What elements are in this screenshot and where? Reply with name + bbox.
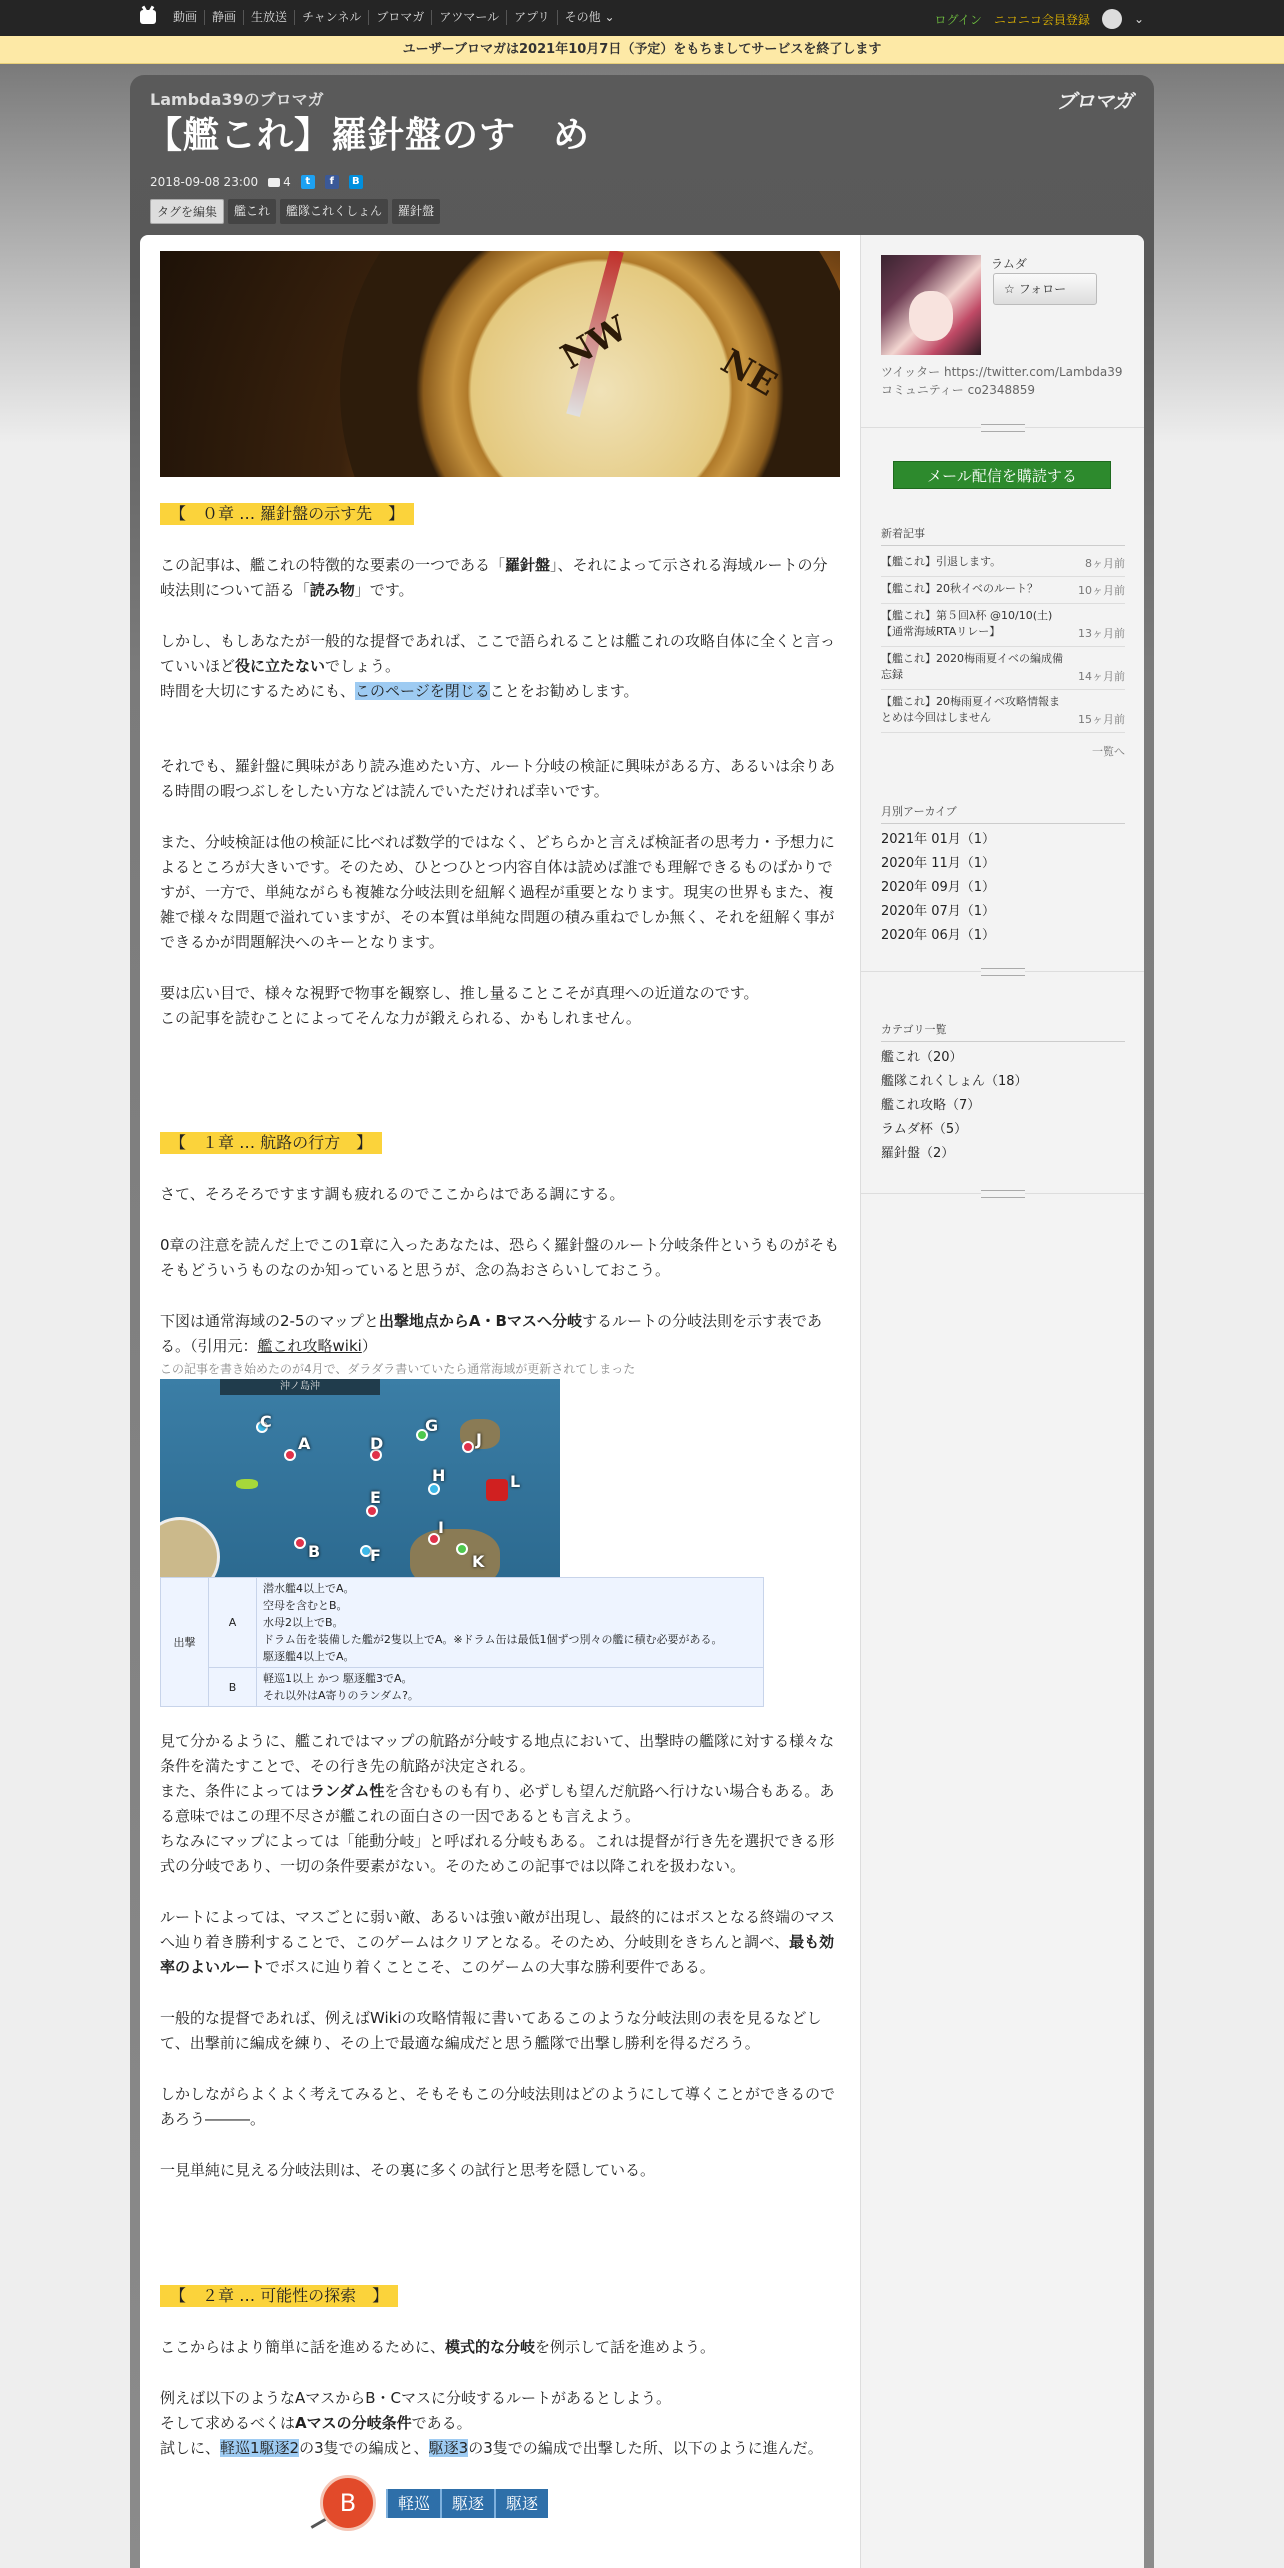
- paragraph: 要は広い目で、様々な視野で物事を観察し、推し量ることこそが真理への近道なのです。 この記事を読むことによってそんな力が鍛えられる、かもしれません。: [160, 984, 759, 1027]
- category-item[interactable]: ラムダ杯（5）: [881, 1122, 968, 1137]
- paragraph: しかしながらよくよく考えてみると、そもそもこの分岐法則はどのようにして導くことができるのであろう―――。: [160, 2085, 836, 2128]
- ship-type: 駆逐: [494, 2489, 548, 2518]
- niconico-logo-icon[interactable]: [140, 10, 156, 24]
- paragraph: 見て分かるように、艦これではマップの航路が分岐する地点において、出撃時の艦隊に対する様々な条件を満たすことで、その行き先の航路が決定される。 また、条件によってはランダム性を含むものも有り、必ずしも望んだ航路へ行けない場合もある。ある意味ではこの理不尽さが艦これの面白さの一因であるとも言えよう。 ちなみにマップによっては「能動分岐」と呼ばれる分岐もある。これは提督が行き先を選択できる形式の分岐であり、一切の条件要素がない。そのためこの記事では以降これを扱わない。: [160, 1732, 835, 1875]
- paragraph: 例えば以下のようなAマスからB・Cマスに分岐するルートがあるとしよう。 そして求めるべくはAマスの分岐条件である。 試しに、軽巡1駆逐2の3隻での編成と、駆逐3の3隻での編成で出撃した所、以下のように進んだ。: [160, 2389, 823, 2457]
- map-header: 沖ノ島沖: [220, 1379, 380, 1395]
- map-node-label: L: [510, 1472, 521, 1491]
- table-cell-sortie: 出撃: [161, 1578, 209, 1707]
- map-node-label: G: [425, 1416, 439, 1435]
- compass-nw-label: NW: [554, 308, 635, 378]
- compass-ne-label: NE: [714, 341, 784, 405]
- author-description: ツイッター https://twitter.com/Lambda39 コミュニティー co2348859: [881, 365, 1123, 397]
- map-node: [294, 1537, 306, 1549]
- archive-item[interactable]: 2020年 06月（1）: [881, 928, 996, 943]
- paragraph: 一般的な提督であれば、例えばWikiの攻略情報に書いてあるこのような分岐法則の表を見るなどして、出撃前に編成を練り、その上で最適な編成だと思う艦隊で出撃し勝利を得るだろう。: [160, 2009, 822, 2052]
- table-cell-b: B: [209, 1668, 257, 1707]
- map-node-label: J: [476, 1430, 482, 1449]
- ship-type: 軽巡: [386, 2489, 440, 2518]
- facebook-share-icon[interactable]: f: [325, 175, 339, 189]
- subscribe-mail-button[interactable]: メール配信を購読する: [893, 461, 1111, 489]
- comment-count[interactable]: 4: [268, 175, 291, 189]
- paragraph: この記事は、艦これの特徴的な要素の一つである「羅針盤」、それによって示される海域ルートの分岐法則について語る「読み物」です。: [160, 556, 828, 599]
- map-node-label: D: [370, 1434, 384, 1453]
- signup-link[interactable]: ニコニコ会員登録: [993, 12, 1090, 27]
- paragraph: 0章の注意を読んだ上でこの1章に入ったあなたは、恐らく羅針盤のルート分岐条件というものがそもそもどういうものなのか知っていると思うが、念の為おさらいしておこう。: [160, 1236, 840, 1279]
- follow-button[interactable]: ☆ フォロー: [993, 273, 1097, 305]
- sidebar: [860, 235, 1144, 2568]
- table-cell-a: A: [209, 1578, 257, 1668]
- map-node: [462, 1441, 474, 1453]
- boss-node-icon: [486, 1479, 508, 1501]
- section-divider[interactable]: [861, 1187, 1144, 1201]
- archive-item[interactable]: 2020年 11月（1）: [881, 856, 996, 871]
- service-end-notice: ユーザーブロマガは2021年10月7日（予定）をもちましてサービスを終了します: [0, 36, 1284, 64]
- recent-article-item[interactable]: 【艦これ】20梅雨夏イベ攻略情報まとめは今回はしません 15ヶ月前: [881, 690, 1125, 733]
- nav-app[interactable]: アプリ: [507, 10, 558, 25]
- archive-item[interactable]: 2020年 07月（1）: [881, 904, 996, 919]
- map-node: [284, 1449, 296, 1461]
- map-compass: [160, 1517, 220, 1577]
- nav-more[interactable]: その他 ⌄: [558, 10, 622, 25]
- login-link[interactable]: ログイン: [934, 12, 982, 27]
- map-node-label: A: [298, 1434, 311, 1453]
- paragraph: 一見単純に見える分岐法則は、その裏に多くの試行と思考を隠している。: [160, 2161, 656, 2179]
- nav-channel[interactable]: チャンネル: [295, 10, 369, 25]
- map-node-label: E: [370, 1488, 381, 1507]
- comment-icon: [268, 178, 280, 187]
- author-name[interactable]: ラムダ: [991, 257, 1027, 271]
- compass-hero-image: [160, 251, 840, 477]
- section-divider[interactable]: [861, 421, 1144, 435]
- wiki-link[interactable]: 艦これ攻略wiki: [257, 1337, 362, 1355]
- chevron-down-icon[interactable]: ⌄: [1133, 12, 1144, 26]
- blog-owner-name[interactable]: Lambda39のブロマガ: [150, 90, 324, 109]
- article-body: [160, 251, 840, 2531]
- star-icon: ☆: [1004, 282, 1015, 296]
- nav-atsumaru[interactable]: アツマール: [432, 10, 507, 25]
- author-avatar[interactable]: [881, 255, 981, 355]
- recent-article-item[interactable]: 【艦これ】第５回λ杯 @10/10(土) 【通常海域RTAリレー】 13ヶ月前: [881, 604, 1125, 647]
- category-list: [881, 1021, 1125, 1166]
- recent-article-item[interactable]: 【艦これ】2020梅雨夏イベの編成備忘録 14ヶ月前: [881, 647, 1125, 690]
- chapter-2-heading: 【 ２章 … 可能性の探索 】: [160, 2285, 398, 2307]
- paragraph: さて、そろそろですます調も疲れるのでここからはである調にする。: [160, 1185, 625, 1203]
- map-2-5-image: [160, 1379, 560, 1577]
- map-node-label: I: [438, 1518, 444, 1537]
- category-heading: カテゴリ一覧: [881, 1021, 1125, 1042]
- tag-list: [150, 199, 440, 224]
- blog-frame: [130, 75, 1154, 2568]
- image-note: この記事を書き始めたのが4月で、ダラダラ書いていたら通常海域が更新されてしまった: [160, 1362, 636, 1376]
- monthly-archive: [881, 803, 1125, 948]
- map-node-label: K: [472, 1552, 485, 1571]
- see-all-link[interactable]: 一覧へ: [1092, 745, 1125, 758]
- map-node-label: C: [260, 1412, 272, 1431]
- paragraph: しかし、もしあなたが一般的な提督であれば、ここで語られることは艦これの攻略自体に全くと言っていいほど役に立たないでしょう。 時間を大切にするためにも、このページを閉じることをお勧めします。: [160, 632, 836, 700]
- category-item[interactable]: 艦これ攻略（7）: [881, 1098, 981, 1113]
- post-date: 2018-09-08 23:00: [150, 175, 259, 189]
- paragraph: 下図は通常海域の2-5のマップと出撃地点からA・Bマスへ分岐するルートの分岐法則を示す表である。（引用元：艦これ攻略wiki）: [160, 1312, 822, 1355]
- archive-heading: 月別アーカイブ: [881, 803, 1125, 824]
- island: [410, 1529, 500, 1577]
- table-cell-a-rules: 潜水艦4以上でA。 空母を含むとB。 水母2以上でB。 ドラム缶を装備した艦が2隻以上でA。※ドラム缶は最低1個ずつ別々の艦に積む必要がある。 駆逐艦4以上でA。: [257, 1578, 764, 1668]
- recent-article-item[interactable]: 【艦これ】20秋イベのルート？ 10ヶ月前: [881, 577, 1125, 604]
- nav-live[interactable]: 生放送: [244, 10, 295, 25]
- paragraph: ここからはより簡単に話を進めるために、模式的な分岐を例示して話を進めよう。: [160, 2338, 716, 2356]
- section-divider[interactable]: [861, 965, 1144, 979]
- edit-tags-button[interactable]: タグを編集: [150, 199, 224, 224]
- tag-item[interactable]: 艦隊これくしょん: [280, 199, 388, 224]
- tag-item[interactable]: 艦これ: [228, 199, 276, 224]
- fleet-composition: [386, 2489, 548, 2518]
- category-item[interactable]: 艦隊これくしょん（18）: [881, 1074, 1028, 1089]
- chapter-1-heading: 【 １章 … 航路の行方 】: [160, 1132, 382, 1154]
- recent-articles: [881, 525, 1125, 759]
- highlighted-text: このページを閉じる: [355, 682, 490, 700]
- fleet-icon: [236, 1479, 258, 1489]
- nav-seiga[interactable]: 静画: [205, 10, 244, 25]
- user-avatar-icon[interactable]: [1102, 9, 1122, 29]
- recent-article-item[interactable]: 【艦これ】引退します。 8ヶ月前: [881, 550, 1125, 577]
- article-meta: [150, 175, 363, 189]
- map-node-label: B: [308, 1542, 321, 1561]
- recent-heading: 新着記事: [881, 525, 1125, 546]
- map-node-label: F: [370, 1546, 381, 1565]
- map-node-label: H: [432, 1466, 446, 1485]
- archive-item[interactable]: 2020年 09月（1）: [881, 880, 996, 895]
- category-item[interactable]: 羅針盤（2）: [881, 1146, 955, 1161]
- nav-douga[interactable]: 動画: [166, 10, 205, 25]
- category-item[interactable]: 艦これ（20）: [881, 1050, 963, 1065]
- branch-rule-table: [160, 1577, 764, 1707]
- blomaga-logo[interactable]: ブロマガ: [1056, 89, 1132, 113]
- top-nav-menu: [166, 10, 622, 25]
- ship-type: 駆逐: [440, 2489, 494, 2518]
- hatena-bookmark-icon[interactable]: B: [349, 175, 363, 189]
- nav-blomaga[interactable]: ブロマガ: [369, 10, 432, 25]
- map-node: [456, 1543, 468, 1555]
- content-paper: [140, 235, 1144, 2568]
- paragraph: また、分岐検証は他の検証に比べれば数学的ではなく、どちらかと言えば検証者の思考力・予想力によるところが大きいです。そのため、ひとつひとつ内容自体は読めば誰でも理解できるものばかりですが、一方で、単純ながらも複雑な分岐法則を紐解く過程が重要となります。現実の世界もまた、複雑で様々な問題で溢れていますが、その本質は単純な問題の積み重ねでしか無く、それを紐解く事ができるかが問題解決へのキーとなります。: [160, 833, 835, 951]
- tag-item[interactable]: 羅針盤: [392, 199, 440, 224]
- node-b: B: [320, 2475, 376, 2531]
- archive-item[interactable]: 2021年 01月（1）: [881, 832, 996, 847]
- top-navbar: [0, 0, 1284, 36]
- top-right-links: [935, 9, 1144, 29]
- paragraph: ルートによっては、マスごとに弱い敵、あるいは強い敵が出現し、最終的にはボスとなる終端のマスへ辿り着き勝利することで、このゲームはクリアとなる。そのため、分岐則をきちんと調べ、最も効率のよいルートでボスに辿り着くことこそ、このゲームの大事な勝利要件である。: [160, 1908, 836, 1976]
- branch-example-diagram: [160, 2471, 840, 2531]
- article-title: 【艦これ】羅針盤のす め: [146, 115, 591, 156]
- chapter-0-heading: 【 ０章 … 羅針盤の示す先 】: [160, 503, 414, 525]
- paragraph: それでも、羅針盤に興味があり読み進めたい方、ルート分岐の検証に興味がある方、あるいは余りある時間の暇つぶしをしたい方などは読んでいただければ幸いです。: [160, 757, 836, 800]
- table-cell-b-rules: 軽巡1以上 かつ 駆逐艦3でA。 それ以外はA寄りのランダム?。: [257, 1668, 764, 1707]
- twitter-share-icon[interactable]: t: [301, 175, 315, 189]
